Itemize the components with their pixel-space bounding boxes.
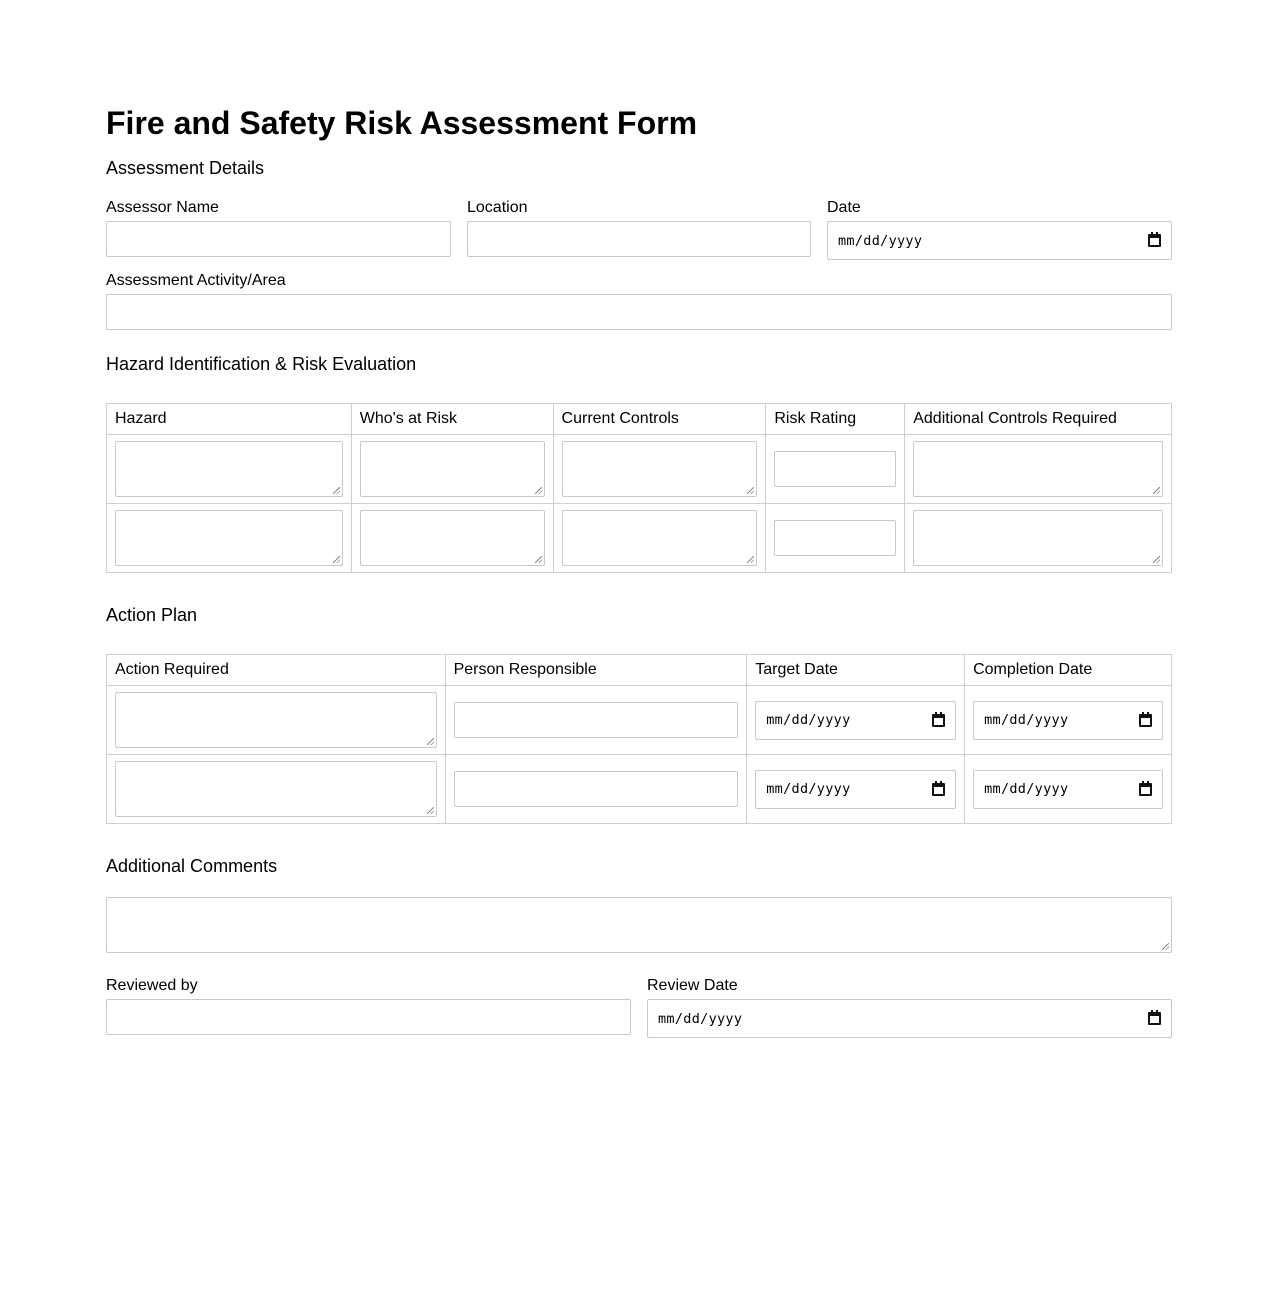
hazard-textarea[interactable]	[115, 510, 343, 566]
activity-area-input[interactable]	[106, 294, 1172, 330]
current-controls-textarea[interactable]	[562, 441, 758, 497]
resize-grip-icon[interactable]	[427, 807, 434, 814]
activity-area-label: Assessment Activity/Area	[106, 272, 286, 289]
hazard-section-heading: Hazard Identification & Risk Evaluation	[106, 354, 417, 374]
review-date-input[interactable]	[647, 999, 1172, 1038]
additional-controls-textarea[interactable]	[913, 510, 1163, 566]
col-person-responsible: Person Responsible	[445, 655, 747, 686]
table-row	[107, 686, 1172, 755]
col-target-date: Target Date	[747, 655, 965, 686]
calendar-icon[interactable]	[932, 714, 945, 727]
whos-at-risk-textarea[interactable]	[360, 510, 545, 566]
completion-date-input[interactable]	[973, 770, 1163, 809]
page-title: Fire and Safety Risk Assessment Form	[106, 105, 698, 141]
table-row	[107, 755, 1172, 824]
calendar-icon[interactable]	[932, 783, 945, 796]
col-additional-controls: Additional Controls Required	[905, 404, 1172, 435]
assessor-name-input[interactable]	[106, 221, 451, 257]
target-date-input[interactable]	[755, 701, 956, 740]
risk-rating-input[interactable]	[774, 520, 896, 556]
completion-date-input[interactable]	[973, 701, 1163, 740]
reviewed-by-label: Reviewed by	[106, 977, 198, 994]
resize-grip-icon[interactable]	[333, 487, 340, 494]
resize-grip-icon[interactable]	[535, 556, 542, 563]
resize-grip-icon[interactable]	[1162, 943, 1169, 950]
current-controls-textarea[interactable]	[562, 510, 758, 566]
person-responsible-input[interactable]	[454, 702, 739, 738]
col-hazard: Hazard	[107, 404, 352, 435]
resize-grip-icon[interactable]	[1153, 487, 1160, 494]
calendar-icon[interactable]	[1139, 783, 1152, 796]
col-risk-rating: Risk Rating	[766, 404, 905, 435]
calendar-icon[interactable]	[1139, 714, 1152, 727]
risk-rating-input[interactable]	[774, 451, 896, 487]
whos-at-risk-textarea[interactable]	[360, 441, 545, 497]
action-plan-heading: Action Plan	[106, 605, 198, 625]
additional-comments-heading: Additional Comments	[106, 856, 278, 876]
col-current-controls: Current Controls	[553, 404, 766, 435]
col-whos-at-risk: Who's at Risk	[351, 404, 553, 435]
additional-controls-textarea[interactable]	[913, 441, 1163, 497]
action-required-textarea[interactable]	[115, 692, 437, 748]
resize-grip-icon[interactable]	[1153, 556, 1160, 563]
table-row	[107, 504, 1172, 573]
date-label: Date	[827, 199, 861, 216]
additional-comments-textarea[interactable]	[106, 897, 1172, 953]
table-row	[107, 435, 1172, 504]
date-placeholder: mm/dd/yyyy	[658, 1010, 743, 1027]
col-completion-date: Completion Date	[965, 655, 1172, 686]
date-placeholder: mm/dd/yyyy	[766, 712, 851, 728]
hazard-table	[106, 403, 1172, 573]
action-required-textarea[interactable]	[115, 761, 437, 817]
action-plan-table	[106, 654, 1172, 824]
assessment-details-heading: Assessment Details	[106, 158, 265, 178]
resize-grip-icon[interactable]	[747, 487, 754, 494]
action-table-header	[107, 655, 1172, 686]
location-label: Location	[467, 199, 528, 216]
calendar-icon[interactable]	[1148, 1012, 1161, 1025]
reviewed-by-input[interactable]	[106, 999, 631, 1035]
hazard-textarea[interactable]	[115, 441, 343, 497]
col-action-required: Action Required	[107, 655, 446, 686]
date-input[interactable]	[827, 221, 1172, 260]
location-input[interactable]	[467, 221, 811, 257]
resize-grip-icon[interactable]	[333, 556, 340, 563]
resize-grip-icon[interactable]	[747, 556, 754, 563]
date-placeholder: mm/dd/yyyy	[838, 232, 923, 249]
date-placeholder: mm/dd/yyyy	[766, 781, 851, 797]
resize-grip-icon[interactable]	[535, 487, 542, 494]
target-date-input[interactable]	[755, 770, 956, 809]
calendar-icon[interactable]	[1148, 234, 1161, 247]
date-placeholder: mm/dd/yyyy	[984, 712, 1069, 728]
review-date-label: Review Date	[647, 977, 738, 994]
person-responsible-input[interactable]	[454, 771, 739, 807]
assessor-name-label: Assessor Name	[106, 199, 219, 216]
resize-grip-icon[interactable]	[427, 738, 434, 745]
hazard-table-header	[107, 404, 1172, 435]
date-placeholder: mm/dd/yyyy	[984, 781, 1069, 797]
